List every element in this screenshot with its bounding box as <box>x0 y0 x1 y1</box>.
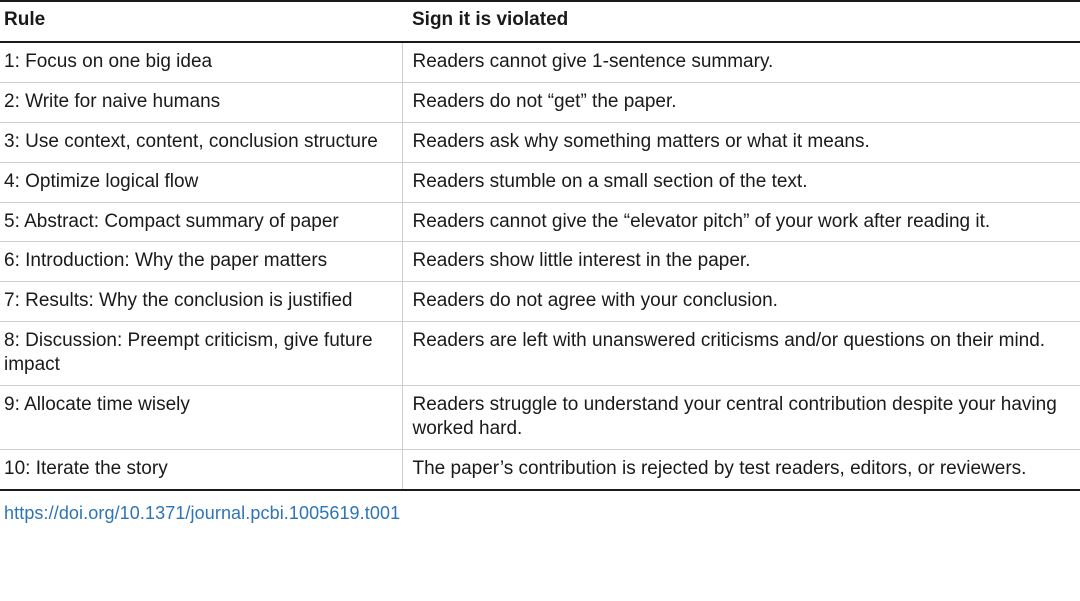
cell-rule: 7: Results: Why the conclusion is justified <box>0 282 402 322</box>
cell-rule: 2: Write for naive humans <box>0 82 402 122</box>
cell-sign: Readers cannot give 1-sentence summary. <box>402 42 1080 82</box>
table-row <box>0 162 1080 202</box>
column-header-rule: Rule <box>0 1 402 42</box>
table-body <box>0 42 1080 490</box>
table-row <box>0 122 1080 162</box>
cell-sign: Readers ask why something matters or what it means. <box>402 122 1080 162</box>
cell-rule: 8: Discussion: Preempt criticism, give future impact <box>0 322 402 386</box>
table-row <box>0 242 1080 282</box>
cell-rule: 6: Introduction: Why the paper matters <box>0 242 402 282</box>
cell-sign: Readers stumble on a small section of the text. <box>402 162 1080 202</box>
table-header <box>0 1 1080 42</box>
cell-sign: Readers show little interest in the paper. <box>402 242 1080 282</box>
cell-rule: 10: Iterate the story <box>0 450 402 490</box>
table-row <box>0 322 1080 386</box>
cell-rule: 9: Allocate time wisely <box>0 386 402 450</box>
cell-rule: 1: Focus on one big idea <box>0 42 402 82</box>
cell-sign: Readers struggle to understand your central contribution despite your having worked hard. <box>402 386 1080 450</box>
cell-rule: 5: Abstract: Compact summary of paper <box>0 202 402 242</box>
column-header-sign: Sign it is violated <box>402 1 1080 42</box>
doi-caption-link[interactable]: https://doi.org/10.1371/journal.pcbi.1005619.t001 <box>4 503 401 524</box>
cell-sign: Readers do not “get” the paper. <box>402 82 1080 122</box>
cell-sign: Readers are left with unanswered criticisms and/or questions on their mind. <box>402 322 1080 386</box>
cell-rule: 4: Optimize logical flow <box>0 162 402 202</box>
table-row <box>0 42 1080 82</box>
table-row <box>0 202 1080 242</box>
cell-rule: 3: Use context, content, conclusion structure <box>0 122 402 162</box>
cell-sign: Readers cannot give the “elevator pitch” of your work after reading it. <box>402 202 1080 242</box>
table-row <box>0 386 1080 450</box>
table-row <box>0 450 1080 490</box>
table-row <box>0 82 1080 122</box>
table-header-row <box>0 1 1080 42</box>
cell-sign: The paper’s contribution is rejected by test readers, editors, or reviewers. <box>402 450 1080 490</box>
table-row <box>0 282 1080 322</box>
cell-sign: Readers do not agree with your conclusion. <box>402 282 1080 322</box>
